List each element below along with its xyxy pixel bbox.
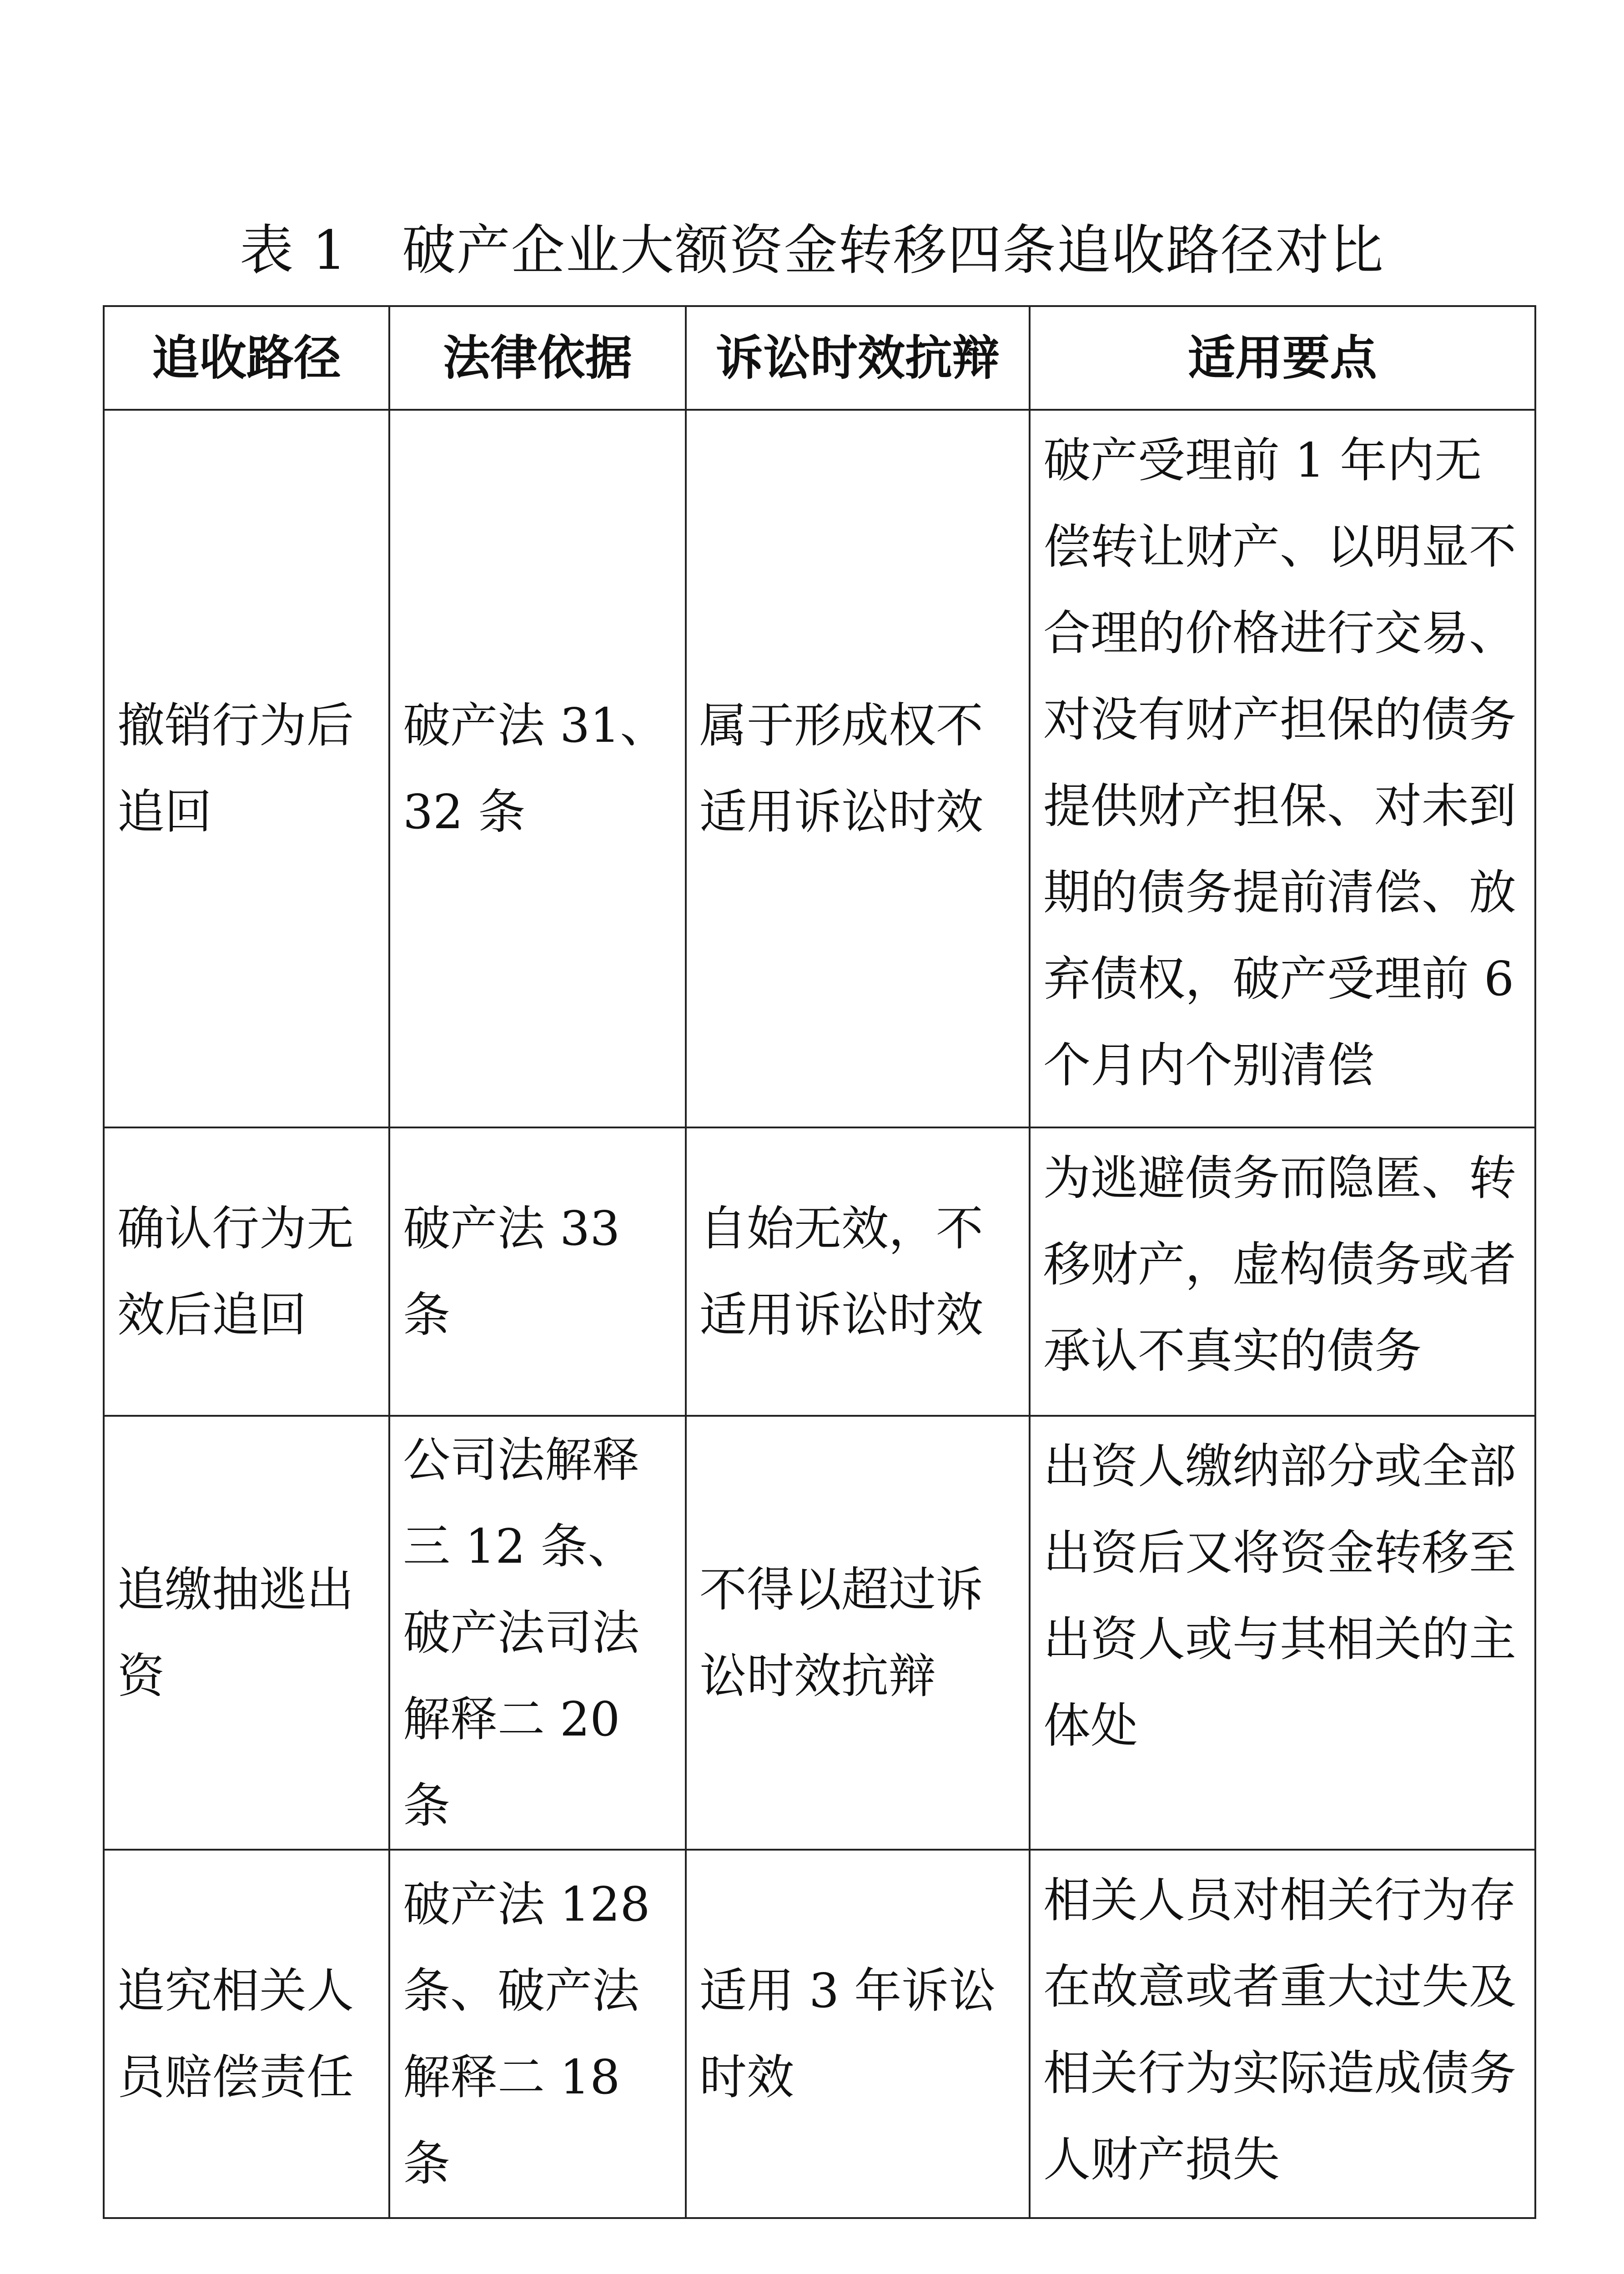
cell-basis: 破产法 31、32 条: [389, 410, 686, 1127]
table-row: [104, 1850, 1535, 2218]
cell-limitation: 自始无效，不适用诉讼时效: [686, 1127, 1030, 1416]
cell-key-points: 相关人员对相关行为存在故意或者重大过失及相关行为实际造成债务人财产损失: [1030, 1850, 1535, 2218]
cell-limitation: 不得以超过诉讼时效抗辩: [686, 1416, 1030, 1850]
table-row: [104, 1416, 1535, 1850]
cell-key-points: 破产受理前 1 年内无偿转让财产、以明显不合理的价格进行交易、对没有财产担保的债务提供财产担保、对未到期的债务提前清偿、放弃债权，破产受理前 6 个月内个别清偿: [1030, 410, 1535, 1127]
cell-path: 撤销行为后追回: [104, 410, 389, 1127]
cell-key-points: 为逃避债务而隐匿、转移财产，虚构债务或者承认不真实的债务: [1030, 1127, 1535, 1416]
header-key-points: 适用要点: [1030, 306, 1535, 410]
cell-limitation: 属于形成权不适用诉讼时效: [686, 410, 1030, 1127]
table-row: [104, 410, 1535, 1127]
table-row: [104, 1127, 1535, 1416]
cell-path: 追缴抽逃出资: [104, 1416, 389, 1850]
table-header-row: [104, 306, 1535, 410]
cell-path: 确认行为无效后追回: [104, 1127, 389, 1416]
cell-basis: 公司法解释三 12 条、破产法司法解释二 20 条: [389, 1416, 686, 1850]
header-path: 追收路径: [104, 306, 389, 410]
header-basis: 法律依据: [389, 306, 686, 410]
cell-basis: 破产法 128 条、破产法解释二 18 条: [389, 1850, 686, 2218]
cell-key-points: 出资人缴纳部分或全部出资后又将资金转移至出资人或与其相关的主体处: [1030, 1416, 1535, 1850]
cell-path: 追究相关人员赔偿责任: [104, 1850, 389, 2218]
cell-limitation: 适用 3 年诉讼时效: [686, 1850, 1030, 2218]
recovery-paths-table: [103, 305, 1536, 2219]
cell-basis: 破产法 33 条: [389, 1127, 686, 1416]
table-title: 表 1 破产企业大额资金转移四条追收路径对比: [240, 219, 1384, 282]
header-limitation: 诉讼时效抗辩: [686, 306, 1030, 410]
